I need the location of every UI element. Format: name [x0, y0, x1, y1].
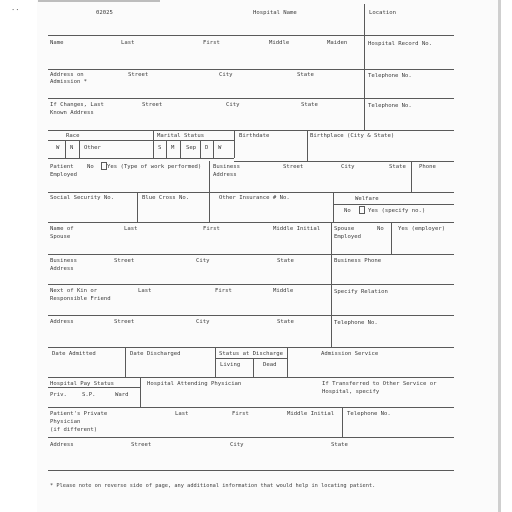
attending-physician-label: Hospital Attending Physician — [147, 381, 242, 387]
spouse-business-phone-label: Business Phone — [334, 258, 382, 264]
address-street-label: Street — [128, 72, 149, 78]
pay-ward-option[interactable]: Ward — [115, 392, 129, 398]
kin-last-label: Last — [138, 288, 152, 294]
private-physician-label: Patient's Private — [50, 411, 108, 417]
page-edge — [498, 0, 501, 512]
form-page — [37, 0, 501, 512]
welfare-yes-option[interactable]: Yes (specify no.) — [368, 208, 426, 214]
business-label: Business — [213, 164, 240, 170]
pay-sp-option[interactable]: S.P. — [82, 392, 96, 398]
divider — [140, 377, 141, 407]
name-label: Name — [50, 40, 64, 46]
spouse-yes-option[interactable]: Yes (employer) — [398, 226, 446, 232]
dead-option[interactable]: Dead — [263, 362, 277, 368]
divider — [342, 407, 343, 437]
divider — [331, 254, 332, 284]
name-maiden-label: Maiden — [327, 40, 348, 46]
marital-status-label: Marital Status — [157, 133, 205, 139]
divider — [166, 140, 167, 158]
welfare-no-option[interactable]: No — [344, 208, 351, 214]
rule — [48, 130, 454, 131]
marital-sep[interactable]: Sep — [186, 145, 197, 151]
rule — [48, 437, 454, 438]
divider — [213, 140, 214, 158]
business-city-label: City — [341, 164, 355, 170]
address-state-label: State — [297, 72, 314, 78]
transferred-label: If Transferred to Other Service or — [322, 381, 437, 387]
divider — [209, 161, 210, 192]
divider — [331, 315, 332, 347]
spouse-business-state-label: State — [277, 258, 294, 264]
birthplace-label: Birthplace (City & State) — [310, 133, 395, 139]
business-address-label: Address — [213, 172, 237, 178]
rule — [48, 407, 454, 408]
ssn-label: Social Security No. — [50, 195, 114, 201]
pay-status-label: Hospital Pay Status — [50, 381, 114, 387]
divider — [215, 347, 216, 377]
hospital-name-label: Hospital Name — [253, 10, 297, 16]
if-different-label: (if different) — [50, 427, 98, 433]
divider — [153, 130, 154, 158]
rule — [234, 161, 454, 162]
employed-no-option[interactable]: No — [87, 164, 94, 170]
hospital-record-label: Hospital Record No. — [368, 41, 432, 47]
marital-d[interactable]: D — [205, 145, 209, 151]
divider — [209, 192, 210, 222]
date-discharged-label: Date Discharged — [130, 351, 181, 357]
rule — [48, 470, 454, 471]
physician-middle-label: Middle Initial — [287, 411, 335, 417]
physician-last-label: Last — [175, 411, 189, 417]
physician-address-label: Address — [50, 442, 74, 448]
admission-label: Admission * — [50, 79, 88, 85]
rule — [48, 98, 454, 99]
changes-telephone-label: Telephone No. — [368, 103, 412, 109]
divider — [364, 4, 365, 35]
rule — [48, 254, 454, 255]
physician-city-label: City — [230, 442, 244, 448]
race-other[interactable]: Other — [84, 145, 101, 151]
kin-first-label: First — [215, 288, 232, 294]
marital-m[interactable]: M — [171, 145, 175, 151]
name-middle-label: Middle — [269, 40, 290, 46]
spouse-business-city-label: City — [196, 258, 210, 264]
divider — [180, 140, 181, 158]
spouse-last-label: Last — [124, 226, 138, 232]
rule — [215, 358, 287, 359]
spouse-label: Spouse — [50, 234, 71, 240]
divider — [391, 222, 392, 254]
footnote: * Please note on reverse side of page, any additional information that would help in locating patient. — [50, 483, 376, 489]
divider — [364, 98, 365, 130]
blue-cross-label: Blue Cross No. — [142, 195, 190, 201]
divider — [331, 222, 332, 254]
rule — [48, 315, 454, 316]
rule — [48, 192, 454, 193]
date-admitted-label: Date Admitted — [52, 351, 96, 357]
rule — [48, 377, 454, 378]
name-first-label: First — [203, 40, 220, 46]
known-address-label: Known Address — [50, 110, 94, 116]
spouse-middle-label: Middle Initial — [273, 226, 321, 232]
divider — [79, 140, 80, 158]
specify-relation-label: Specify Relation — [334, 289, 388, 295]
spouse-no-option[interactable]: No — [377, 226, 384, 232]
rule — [48, 222, 454, 223]
physician-first-label: First — [232, 411, 249, 417]
physician-label: Physician — [50, 419, 81, 425]
living-option[interactable]: Living — [220, 362, 241, 368]
patient-label: Patient — [50, 164, 74, 170]
location-label: Location — [369, 10, 396, 16]
spouse-business-label: Business — [50, 258, 77, 264]
corner-mark: ⋅⋅ — [11, 6, 20, 14]
name-of-label: Name of — [50, 226, 74, 232]
employed-label: Employed — [50, 172, 77, 178]
race-n[interactable]: N — [70, 145, 74, 151]
checkbox[interactable] — [101, 162, 107, 170]
business-phone-label: Phone — [419, 164, 436, 170]
business-state-label: State — [389, 164, 406, 170]
divider — [125, 347, 126, 377]
hospital-specify-label: Hospital, specify — [322, 389, 380, 395]
physician-street-label: Street — [131, 442, 152, 448]
name-last-label: Last — [121, 40, 135, 46]
welfare-label: Welfare — [355, 196, 379, 202]
rule — [48, 35, 454, 36]
spouse-first-label: First — [203, 226, 220, 232]
rule — [48, 387, 140, 388]
rule — [48, 158, 234, 159]
other-insurance-label: Other Insurance # No. — [219, 195, 290, 201]
header-scribble — [38, 0, 160, 2]
changes-street-label: Street — [142, 102, 163, 108]
changes-state-label: State — [301, 102, 318, 108]
rule — [48, 140, 234, 141]
kin-street-label: Street — [114, 319, 135, 325]
kin-address-label: Address — [50, 319, 74, 325]
divider — [137, 192, 138, 222]
checkbox[interactable] — [359, 206, 365, 214]
race-w[interactable]: W — [56, 145, 60, 151]
address-on-label: Address on — [50, 72, 84, 78]
form-id: 02025 — [96, 10, 113, 16]
rule — [48, 69, 454, 70]
pay-priv-option[interactable]: Priv. — [50, 392, 67, 398]
next-of-kin-label: Next of Kin or — [50, 288, 98, 294]
responsible-friend-label: Responsible Friend — [50, 296, 111, 302]
status-discharge-label: Status at Discharge — [219, 351, 283, 357]
spouse-business-street-label: Street — [114, 258, 135, 264]
rule — [48, 284, 454, 285]
race-label: Race — [66, 133, 80, 139]
rule — [48, 347, 454, 348]
divider — [200, 140, 201, 158]
physician-telephone-label: Telephone No. — [347, 411, 391, 417]
divider — [364, 69, 365, 98]
birthdate-label: Birthdate — [239, 133, 270, 139]
kin-telephone-label: Telephone No. — [334, 320, 378, 326]
divider — [411, 161, 412, 192]
spouse-employed-label: Spouse — [334, 226, 355, 232]
spouse-employed-label-2: Employed — [334, 234, 361, 240]
admission-service-label: Admission Service — [321, 351, 379, 357]
divider — [307, 130, 308, 161]
changes-label: If Changes, Last — [50, 102, 104, 108]
divider — [331, 284, 332, 315]
business-street-label: Street — [283, 164, 304, 170]
marital-s[interactable]: S — [158, 145, 162, 151]
divider — [65, 140, 66, 158]
employed-yes-option[interactable]: Yes (Type of work performed) — [107, 164, 202, 170]
kin-city-label: City — [196, 319, 210, 325]
divider — [287, 347, 288, 377]
address-telephone-label: Telephone No. — [368, 73, 412, 79]
divider — [253, 358, 254, 377]
spouse-business-address-label: Address — [50, 266, 74, 272]
address-city-label: City — [219, 72, 233, 78]
changes-city-label: City — [226, 102, 240, 108]
physician-state-label: State — [331, 442, 348, 448]
rule — [333, 204, 454, 205]
marital-w[interactable]: W — [218, 145, 222, 151]
kin-state-label: State — [277, 319, 294, 325]
kin-middle-label: Middle — [273, 288, 294, 294]
divider — [333, 192, 334, 222]
divider — [364, 35, 365, 69]
divider — [234, 130, 235, 158]
